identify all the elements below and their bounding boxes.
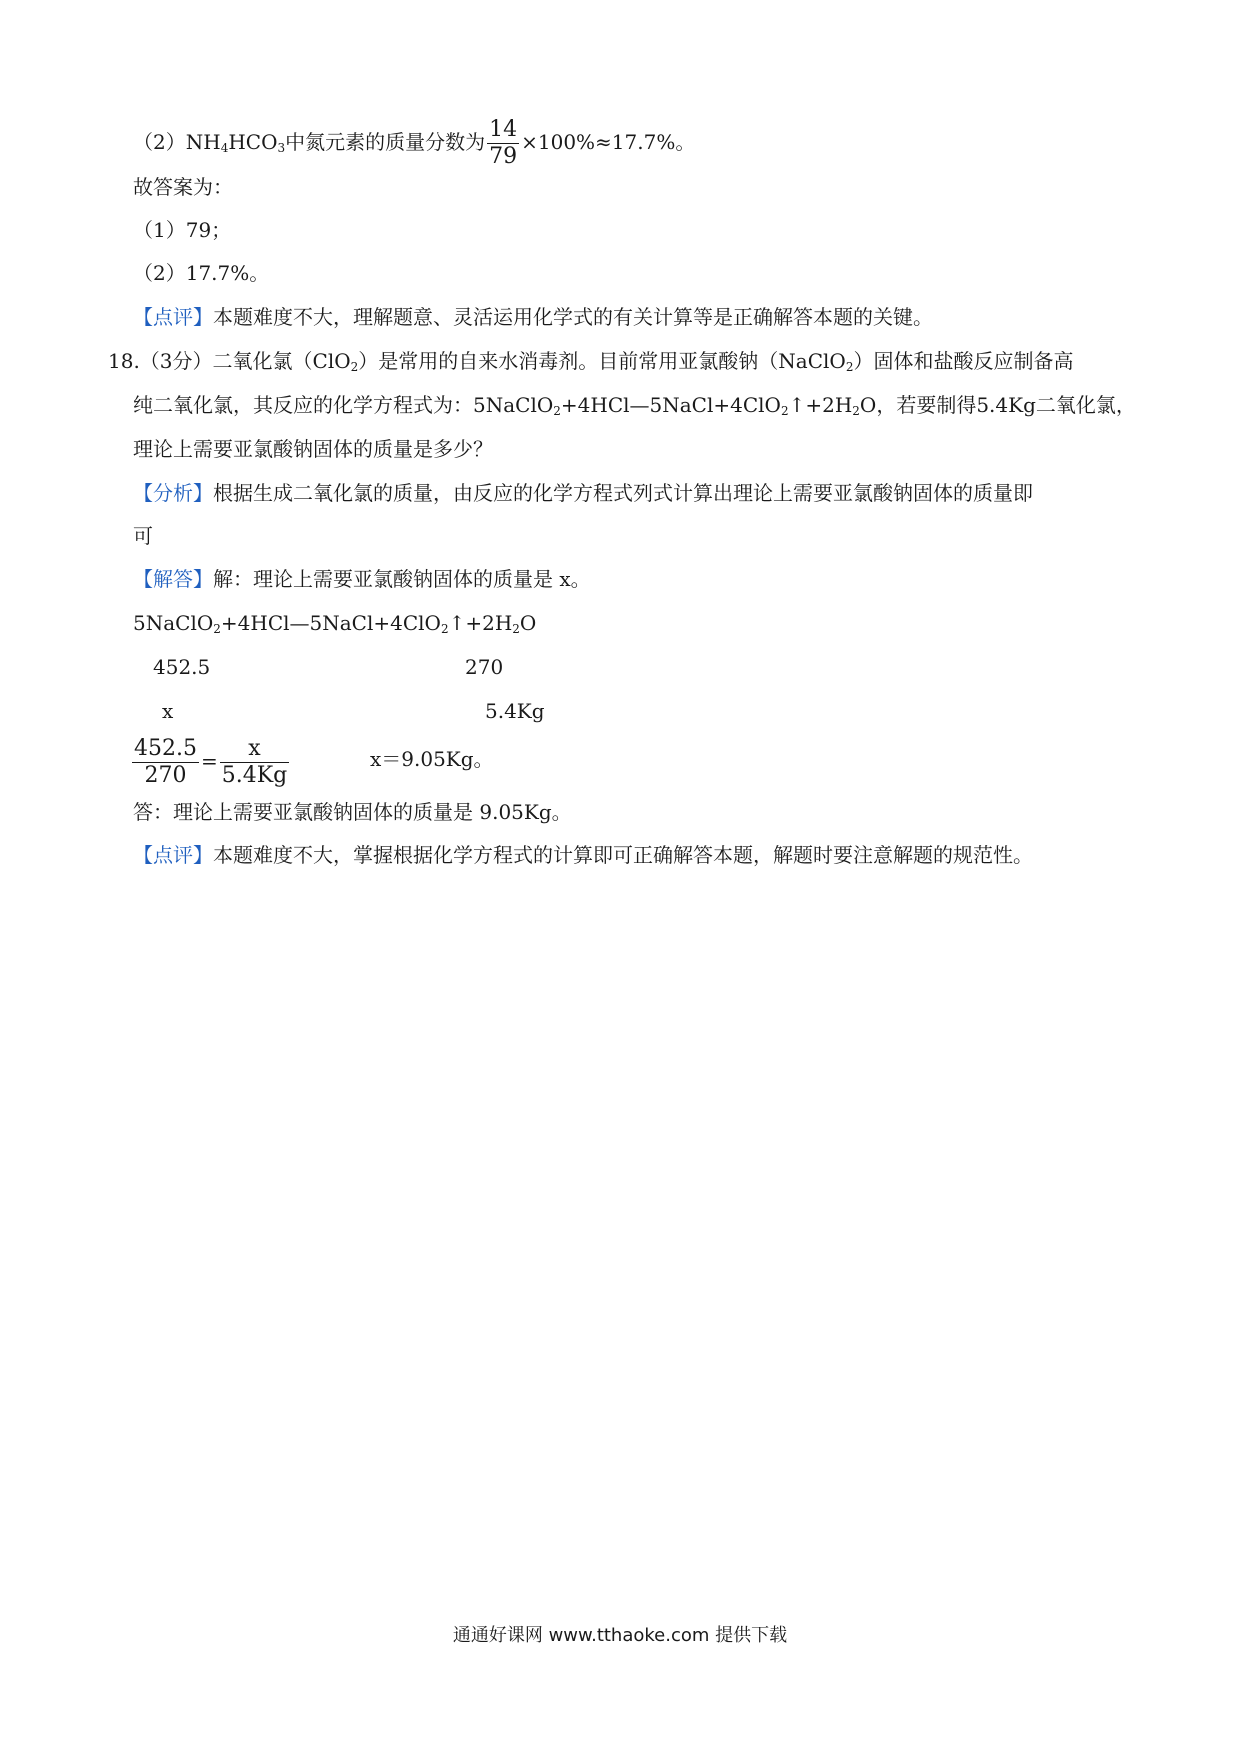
proportion-equation: $\frac{452.5}{270}$ = $\frac{x}{5.4Kg}$ (134, 736, 288, 788)
answer-label: 故答案为： (133, 175, 233, 199)
solution-line-1: 【解答】解：理论上需要亚氯酸钠固体的质量是 x。 (133, 567, 591, 591)
analysis-line-1: 【分析】根据生成二氧化氯的质量，由反应的化学方程式列式计算出理论上需要亚氯酸钠固体的质量即 (133, 481, 1033, 505)
solution-tag: 【解答】 (133, 567, 213, 591)
molar-mass-left: 452.5 (153, 655, 211, 679)
part2-mass-fraction-line: $(2)NH_4HCO_3$中氮元素的质量分数为 $\frac{14}{79}$ ×100%≈17.7%。 (133, 117, 696, 169)
review-2: 【点评】本题难度不大，掌握根据化学方程式的计算即可正确解答本题，解题时要注意解题的规范性。 (133, 843, 1033, 867)
analysis-line-2: 可 (133, 524, 153, 548)
analysis-tag: 【分析】 (133, 481, 213, 505)
ratio-fraction-left: $\frac{452.5}{270}$ (134, 736, 197, 788)
molar-mass-right: 270 (465, 655, 504, 679)
answer-2: （2）17.7%。 (133, 261, 270, 285)
compound-formula: $NH_4HCO_3$ (185, 130, 286, 155)
review-1: 【点评】本题难度不大，理解题意、灵活运用化学式的有关计算等是正确解答本题的关键。 (133, 305, 933, 329)
fraction-14-over-79: $\frac{14}{79}$ (489, 117, 518, 169)
answer-1: （1）79； (133, 218, 232, 242)
result-line: x＝9.05Kg。 (370, 747, 494, 771)
ratio-fraction-right: $\frac{x}{5.4Kg}$ (221, 736, 288, 788)
q18-line-1: 18.（3分）二氧化氯（ClO$_2$）是常用的自来水消毒剂。目前常用亚氯酸钠（NaClO$_2$）固体和盐酸反应制备高 (108, 349, 1074, 374)
chemical-equation: $5NaClO_2+4HCl—5NaCl+4ClO_2↑+2H_2O$ (133, 611, 537, 636)
part2-prefix: （2） (133, 130, 186, 154)
q18-line-3: 理论上需要亚氯酸钠固体的质量是多少？ (133, 437, 493, 461)
conclusion-line: 答：理论上需要亚氯酸钠固体的质量是 9.05Kg。 (133, 800, 572, 824)
review-tag: 【点评】 (133, 843, 213, 867)
review-tag: 【点评】 (133, 305, 213, 329)
unknown-left: x (162, 699, 174, 723)
q18-line-2: 纯二氧化氯，其反应的化学方程式为：$5NaClO_2+4HCl—5NaCl+4ClO_2↑+2H_2O$，若要制得5.4Kg二氧化氯， (133, 393, 1136, 418)
mass-right: 5.4Kg (485, 699, 545, 723)
page-footer: 通通好课网 www.tthaoke.com 提供下载 (452, 1625, 788, 1646)
